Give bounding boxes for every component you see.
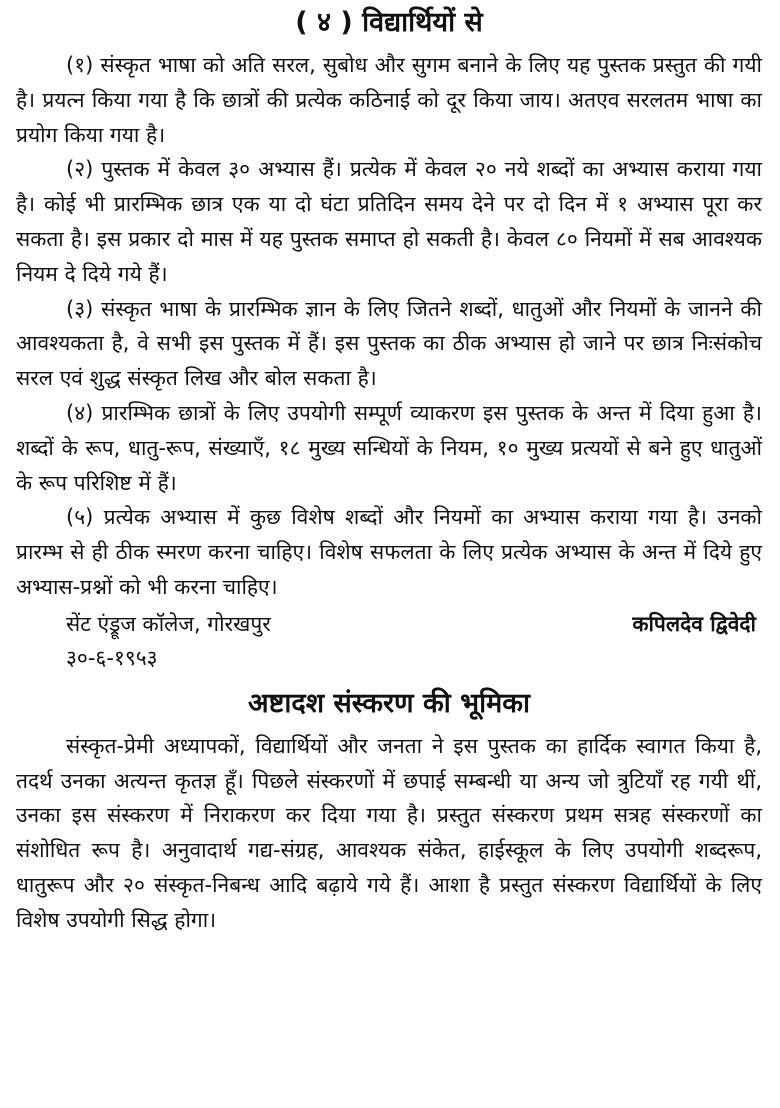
paragraph-3: (३) संस्कृत भाषा के प्रारम्भिक ज्ञान के लिए जितने शब्दों, धातुओं और नियमों के जानने की आवश्यकता है, वे सभी इस पुस्तक में हैं। इस पुस्तक का ठीक अभ्यास हो जाने पर छात्र निःसंकोच सरल एवं शुद्ध संस्कृत लिख और बोल सकता है। — [16, 296, 762, 391]
paragraph-5: (५) प्रत्येक अभ्यास में कुछ विशेष शब्दों और नियमों का अभ्यास कराया गया है। उनको प्रारम्भ से ही ठीक स्मरण करना चाहिए। विशेष सफलता के लिए प्रत्येक अभ्यास के अन्त में दिये हुए अभ्यास-प्रश्नों को भी करना चाहिए। — [16, 505, 762, 599]
author-name: कपिलदेव द्विवेदी — [632, 611, 756, 636]
date-label: ३०-६-१९५३ — [66, 645, 158, 670]
section-heading-preface: अष्टादश संस्करण की भूमिका — [248, 687, 530, 719]
signature-row — [16, 607, 762, 641]
preface-paragraph: संस्कृत-प्रेमी अध्यापकों, विद्यार्थियों और जनता ने इस पुस्तक का हार्दिक स्वागत किया है, तदर्थ उनका अत्यन्त कृतज्ञ हूँ। पिछले संस्करणों में छपाई सम्बन्धी या अन्य जो त्रुटियाँ रह गयी थीं, उनका इस संस्करण में निराकरण कर दिया गया है। प्रस्तुत संस्करण प्रथम सत्रह संस्करणों का संशोधित रूप है। अनुवादार्थ गद्य-संग्रह, आवश्यक संकेत, हाईस्कूल के लिए उपयोगी शब्दरूप, धातुरूप और २० संस्कृत-निबन्ध आदि बढ़ाये गये हैं। आशा है प्रस्तुत संस्करण विद्यार्थियों के लिए विशेष उपयोगी सिद्ध होगा। — [16, 733, 762, 932]
section-heading-students: ( ४ ) विद्यार्थियों से — [295, 7, 483, 38]
paragraph-2: (२) पुस्तक में केवल ३० अभ्यास हैं। प्रत्येक में केवल २० नये शब्दों का अभ्यास कराया गया है। कोई भी प्रारम्भिक छात्र एक या दो घंटा प्रतिदिन समय देने पर दो दिन में १ अभ्यास पूरा कर सकता है। इस प्रकार दो मास में यह पुस्तक समाप्त हो सकती है। केवल ८० नियमों में सब आवश्यक नियम दे दिये गये हैं। — [16, 157, 762, 286]
paragraph-4: (४) प्रारम्भिक छात्रों के लिए उपयोगी सम्पूर्ण व्याकरण इस पुस्तक के अन्त में दिया हुआ है। शब्दों के रूप, धातु-रूप, संख्याएँ, १८ मुख्य सन्धियों के नियम, १० मुख्य प्रत्ययों से बने हुए धातुओं के रूप परिशिष्ट में हैं। — [16, 400, 762, 495]
paragraph-1: (१) संस्कृत भाषा को अति सरल, सुबोध और सुगम बनाने के लिए यह पुस्तक प्रस्तुत की गयी है। प्रयत्न किया गया है कि छात्रों की प्रत्येक कठिनाई को दूर किया जाय। अतएव सरलतम भाषा का प्रयोग किया गया है। — [16, 53, 762, 147]
place-label: सेंट एंड्रूज कॉलेज, गोरखपुर — [66, 611, 271, 636]
